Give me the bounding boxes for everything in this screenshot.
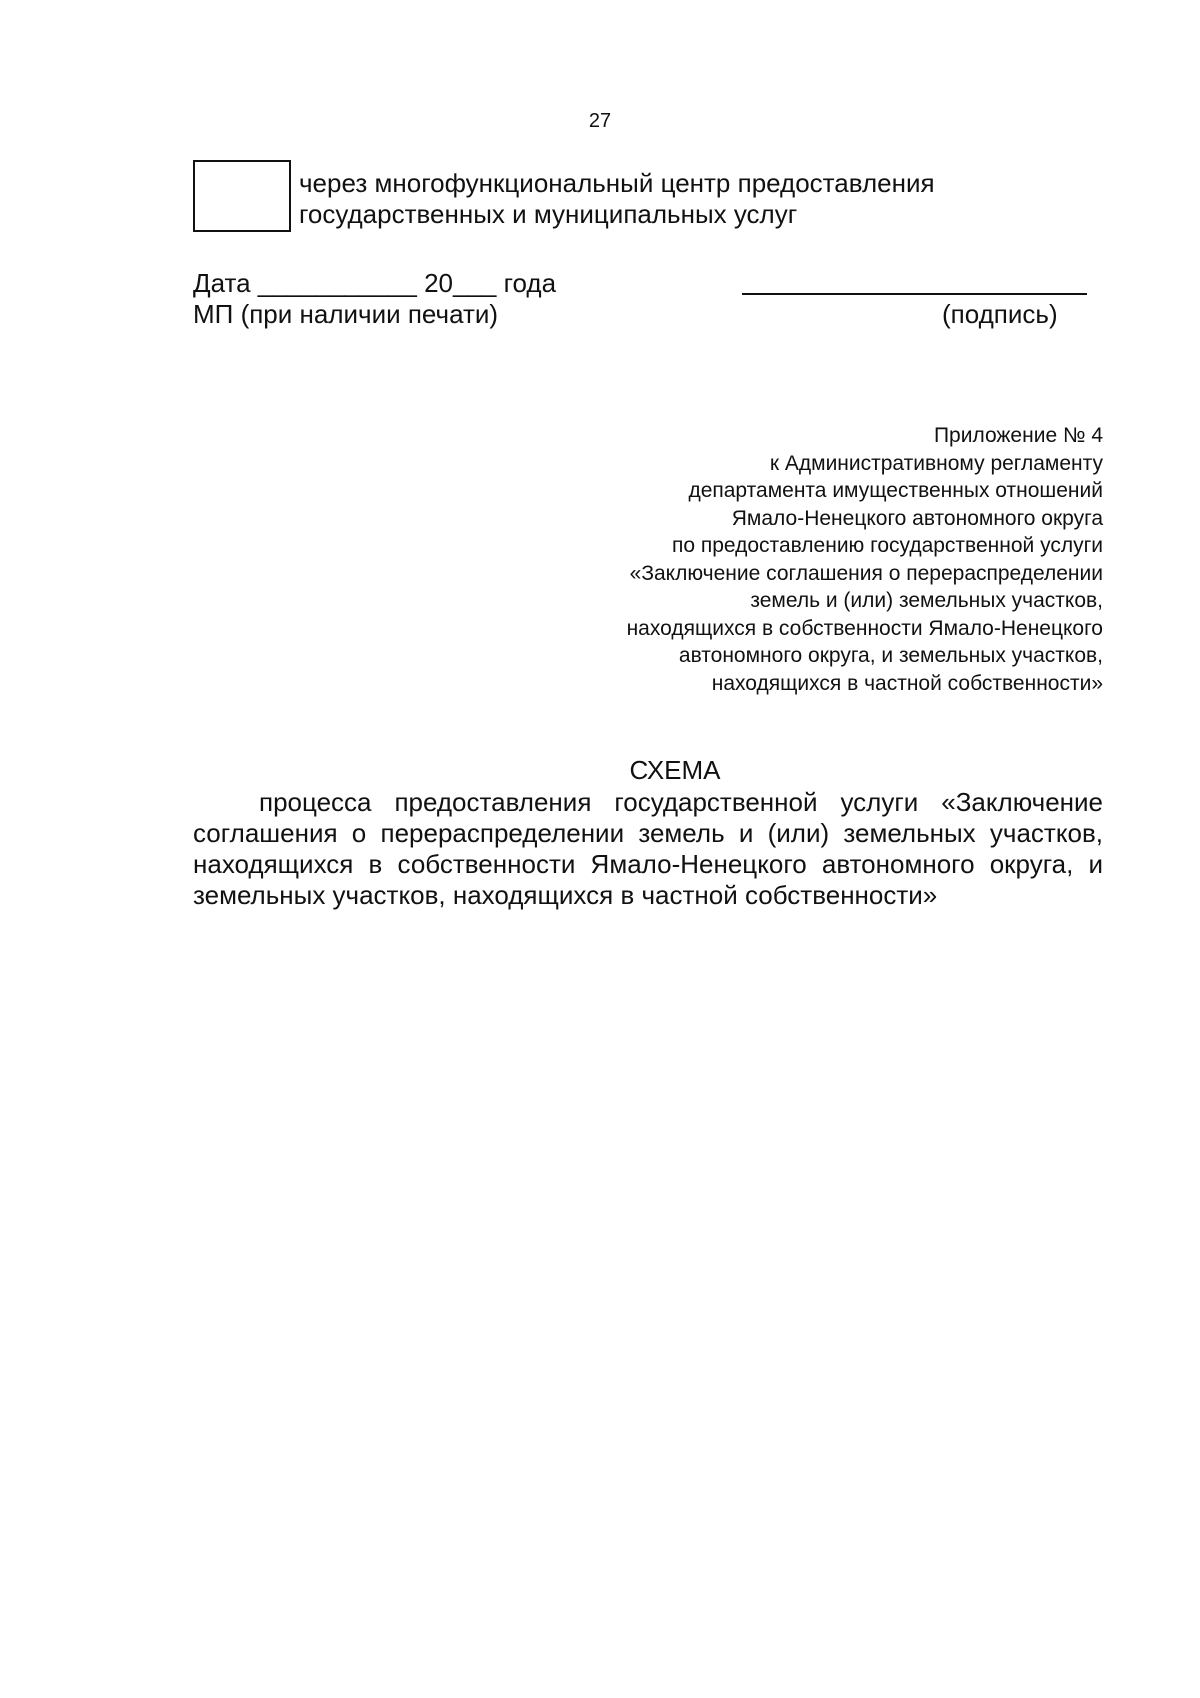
appendix-header <box>627 422 1103 697</box>
signature-label: (подпись) <box>942 299 1058 329</box>
schema-title: СХЕМА <box>629 755 721 785</box>
appendix-line: департамента имущественных отношений <box>688 479 1103 502</box>
page-number: 27 <box>588 110 612 132</box>
date-line: Дата ___________ 20___ года <box>193 268 557 298</box>
appendix-line: по предоставлению государственной услуги <box>671 534 1103 557</box>
delivery-option-text <box>299 168 935 230</box>
schema-description: процесса предоставления государственной услуги «Заключение соглашения о перераспределении земель и (или) земельных участков, находящихся в собственности Ямало-Ненецкого автономного округа, и земельных участков, находящихся в частной собственности» <box>193 787 1103 910</box>
appendix-line: «Заключение соглашения о перераспределении <box>629 561 1103 585</box>
stamp-note: МП (при наличии печати) <box>193 299 499 329</box>
appendix-line: земель и (или) земельных участков, <box>750 589 1103 612</box>
option-checkbox[interactable] <box>193 160 291 232</box>
delivery-option-line-2: государственных и муниципальных услуг <box>299 199 798 229</box>
appendix-line: находящихся в собственности Ямало-Ненецкого <box>626 616 1103 640</box>
appendix-line: автономного округа, и земельных участков, <box>678 644 1103 667</box>
appendix-line: Приложение № 4 <box>933 424 1103 447</box>
delivery-option-line-1: через многофункциональный центр предоставления <box>299 168 935 198</box>
appendix-line: Ямало-Ненецкого автономного округа <box>731 506 1103 530</box>
appendix-line: находящихся в частной собственности» <box>711 671 1103 695</box>
signature-line <box>742 293 1087 295</box>
appendix-line: к Административному регламенту <box>769 451 1103 475</box>
